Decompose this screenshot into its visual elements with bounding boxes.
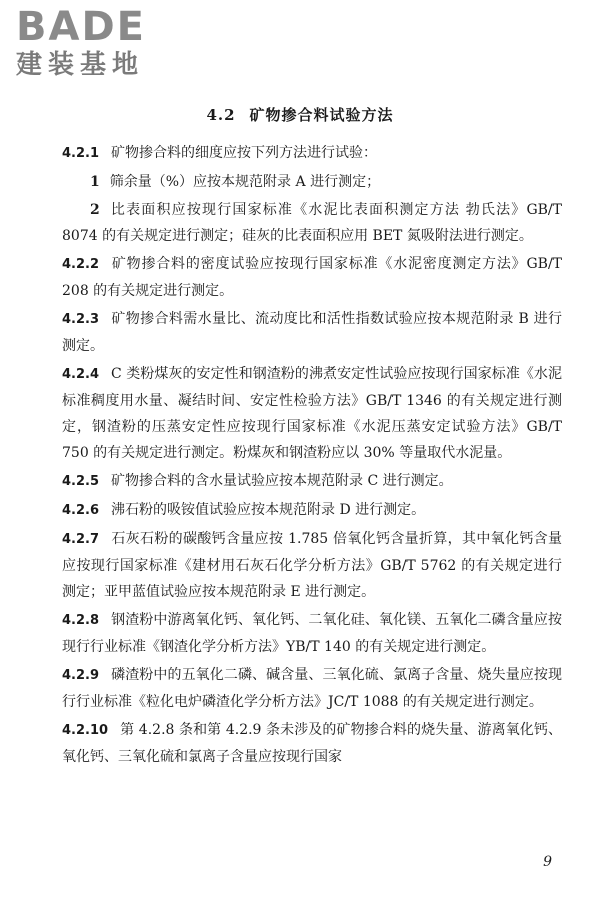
clause-text: C 类粉煤灰的安定性和钢渣粉的沸煮安定性试验应按现行国家标准《水泥标准稠度用水量、凝结时间、安定性检验方法》GB/T 1346 的有关规定进行测定，钢渣粉的压蒸安定性应按现行国家标准《水泥压蒸安定试验方法》GB/T 750 的有关规定进行测定。粉煤灰和钢渣粉应以 30% 等量取代水泥量。 [62, 366, 562, 461]
clause [62, 497, 562, 524]
clause-number: 4.2.1 [62, 146, 100, 161]
clause-text: 第 4.2.8 条和第 4.2.9 条未涉及的矿物掺合料的烧失量、游离氧化钙、氧化钙、三氧化硫和氯离子含量应按现行国家 [62, 722, 562, 765]
item-number: 1 [90, 174, 100, 190]
item-number: 2 [90, 202, 100, 218]
clause-text: 磷渣粉中的五氧化二磷、碱含量、三氧化硫、氯离子含量、烧失量应按现行行业标准《粒化电炉磷渣化学分析方法》JC/T 1088 的有关规定进行测定。 [62, 667, 562, 710]
clause-list [62, 140, 562, 772]
clause [62, 251, 562, 304]
clause [62, 717, 562, 770]
clause [62, 361, 562, 466]
clause [62, 526, 562, 605]
clause-number: 4.2.3 [62, 312, 100, 327]
clause-number: 4.2.6 [62, 503, 100, 518]
clause-text: 矿物掺合料的细度应按下列方法进行试验： [111, 145, 378, 161]
clause [62, 468, 562, 495]
clause-text: 矿物掺合料需水量比、流动度比和活性指数试验应按本规范附录 B 进行测定。 [62, 311, 562, 354]
clause-number: 4.2.10 [62, 723, 109, 738]
clause-number: 4.2.9 [62, 668, 100, 683]
clause-number: 4.2.2 [62, 257, 100, 272]
clause-text: 沸石粉的吸铵值试验应按本规范附录 D 进行测定。 [111, 502, 426, 518]
clause-item [62, 169, 562, 195]
logo-subtitle: 建装基地 [16, 50, 145, 80]
clause-number: 4.2.5 [62, 474, 100, 489]
clause [62, 607, 562, 660]
clause-text: 石灰石粉的碳酸钙含量应按 1.785 倍氧化钙含量折算，其中氧化钙含量应按现行国家标准《建材用石灰石化学分析方法》GB/T 5762 的有关规定进行测定；亚甲蓝值试验应按本规范附录 E 进行测定。 [62, 531, 562, 600]
bade-logo [16, 6, 176, 82]
clause-text: 矿物掺合料的密度试验应按现行国家标准《水泥密度测定方法》GB/T 208 的有关规定进行测定。 [62, 256, 562, 299]
clause-number: 4.2.4 [62, 367, 100, 382]
page-number: 9 [543, 854, 552, 870]
clause-item [62, 197, 562, 249]
clause-text: 钢渣粉中游离氧化钙、氧化钙、二氧化硅、氧化镁、五氧化二磷含量应按现行行业标准《钢渣化学分析方法》YB/T 140 的有关规定进行测定。 [62, 612, 562, 655]
clause [62, 306, 562, 359]
section-heading [0, 104, 600, 125]
item-text: 比表面积应按现行国家标准《水泥比表面积测定方法 勃氏法》GB/T 8074 的有关规定进行测定；硅灰的比表面积应用 BET 氮吸附法进行测定。 [62, 202, 562, 244]
clause-number: 4.2.7 [62, 532, 100, 547]
item-text: 筛余量（%）应按本规范附录 A 进行测定； [109, 174, 381, 190]
section-title: 矿物掺合料试验方法 [249, 106, 394, 124]
logo-brand: BADE [16, 4, 146, 50]
clause-text: 矿物掺合料的含水量试验应按本规范附录 C 进行测定。 [111, 473, 453, 489]
clause [62, 140, 562, 167]
clause [62, 662, 562, 715]
clause-number: 4.2.8 [62, 613, 100, 628]
section-number: 4.2 [206, 106, 236, 124]
